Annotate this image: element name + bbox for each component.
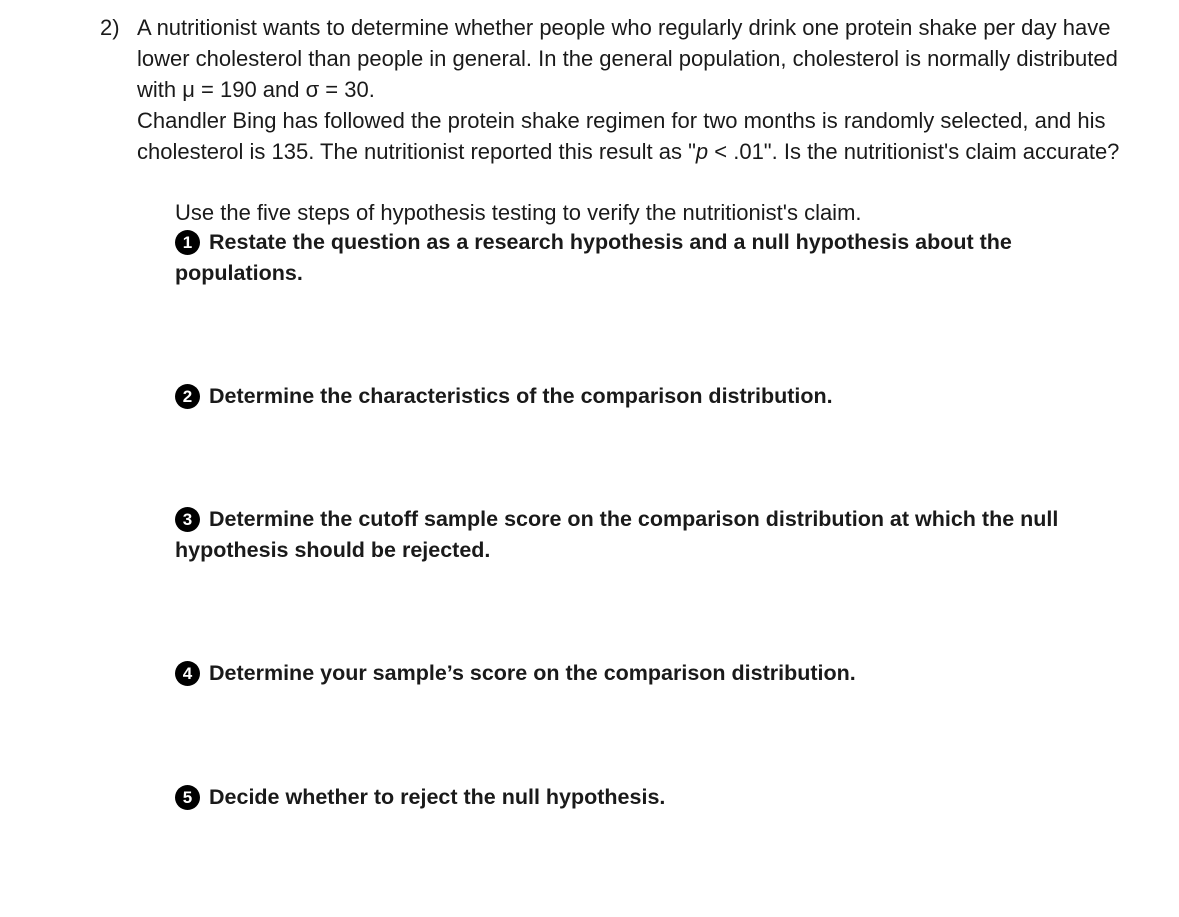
- step-1: [175, 227, 1075, 289]
- step-2-text: Determine the characteristics of the comparison distribution.: [209, 384, 833, 408]
- step-4-number-badge: 4: [175, 661, 200, 686]
- paragraph-2-lead: Chandler Bing has followed the protein shake regimen for two months is randomly selected, and his cholesterol is 135. The nutritionist reported this result as ": [137, 108, 1106, 164]
- p-value-symbol: p: [695, 139, 709, 164]
- step-3-text: Determine the cutoff sample score on the comparison distribution at which the null hypothesis should be rejected.: [175, 507, 1059, 562]
- step-3-number-badge: 3: [175, 507, 200, 532]
- problem-number: 2): [100, 15, 120, 40]
- problem-paragraph-2: [137, 105, 1157, 167]
- step-4-text: Determine your sample’s score on the comparison distribution.: [209, 661, 856, 685]
- step-1-text: Restate the question as a research hypothesis and a null hypothesis about the populations.: [175, 230, 1012, 285]
- step-5-text: Decide whether to reject the null hypothesis.: [209, 785, 666, 809]
- step-2-number-badge: 2: [175, 384, 200, 409]
- problem-paragraph-1: A nutritionist wants to determine whether people who regularly drink one protein shake per day have lower cholesterol than people in general. In the general population, cholesterol is normally distributed with μ = 190 and σ = 30.: [137, 15, 1118, 102]
- step-1-number-badge: 1: [175, 230, 200, 255]
- step-2: [175, 381, 1075, 412]
- step-4: [175, 658, 1075, 689]
- step-3: [175, 504, 1075, 566]
- problem-text: [137, 12, 1157, 167]
- paragraph-2-tail: < .01". Is the nutritionist's claim accurate?: [708, 139, 1120, 164]
- instructions: Use the five steps of hypothesis testing to verify the nutritionist's claim.: [175, 200, 862, 225]
- step-5-number-badge: 5: [175, 785, 200, 810]
- step-5: [175, 782, 1075, 813]
